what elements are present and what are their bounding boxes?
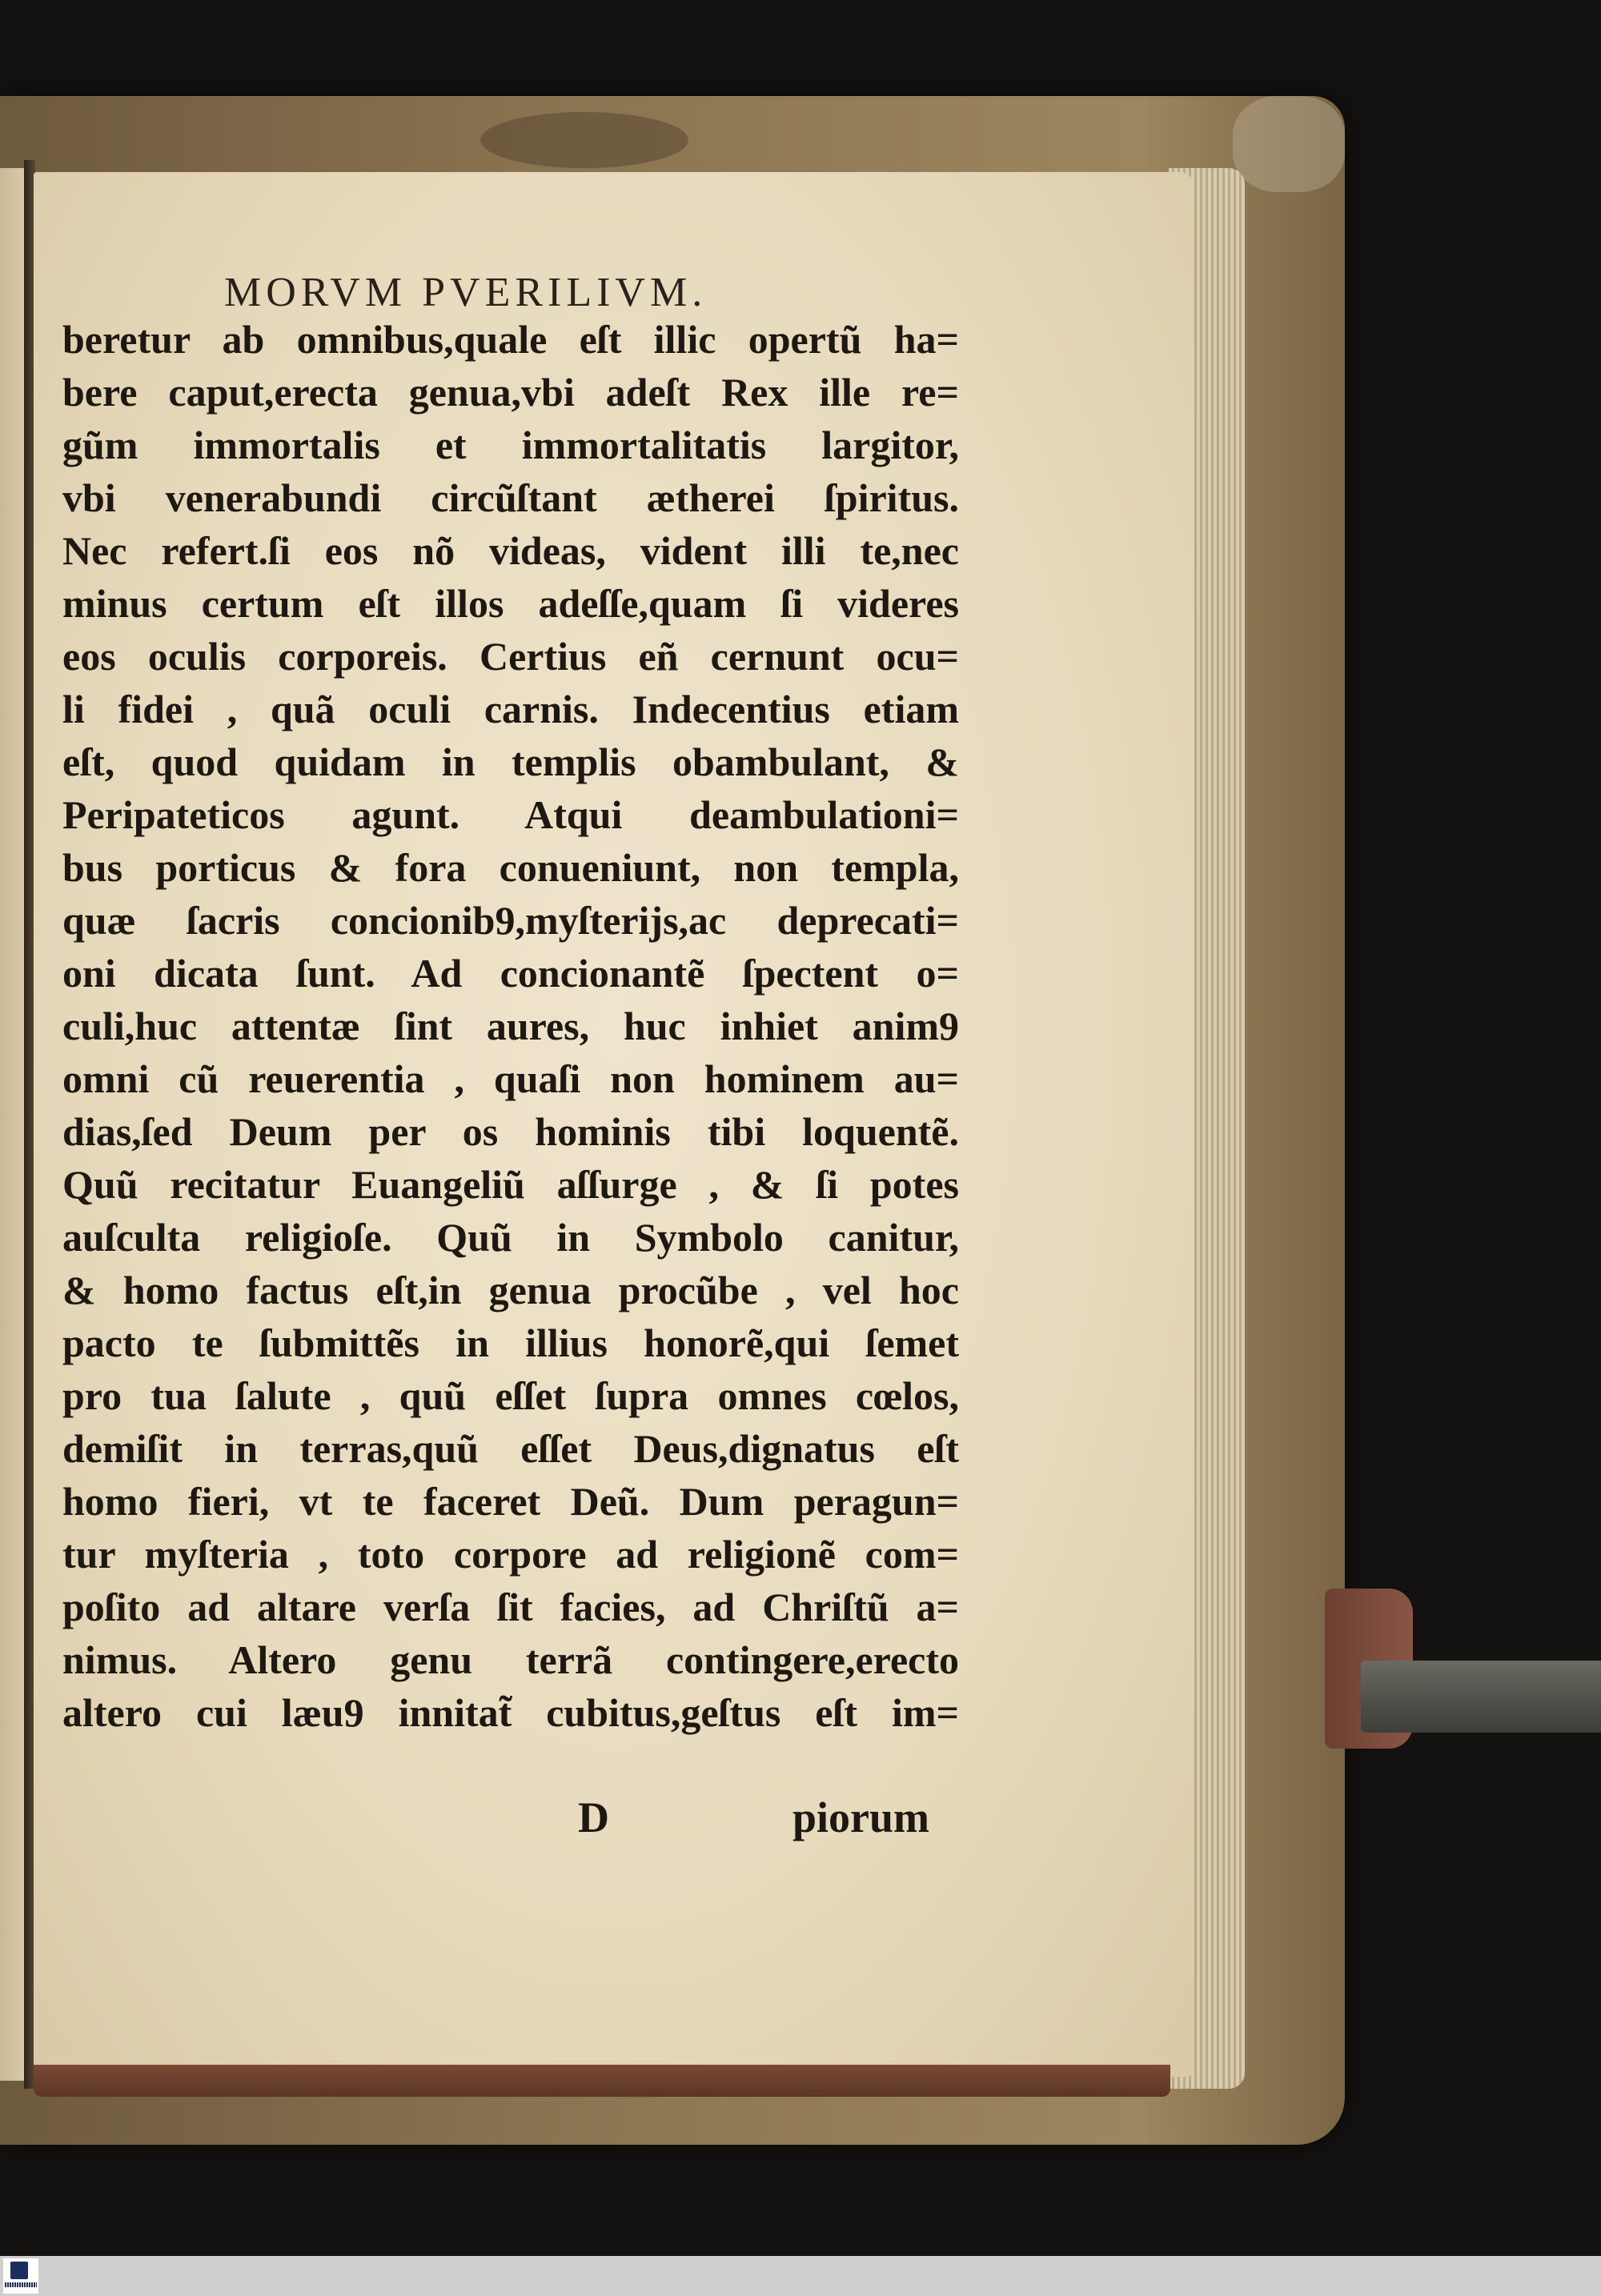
text-line: minus certum eſt illos adeſſe,quam ſi videres: [62, 581, 959, 626]
cover-stain: [480, 112, 688, 168]
text-line: auſculta religioſe. Quũ in Symbolo canitur,: [62, 1215, 959, 1260]
text-line: culi,huc attentæ ſint aures, huc inhiet anim9: [62, 1004, 959, 1048]
left-page-edge: [0, 168, 27, 2081]
text-line: nimus. Altero genu terrã contingere,erecto: [62, 1637, 959, 1682]
text-line: tur myſteria , toto corpore ad religionẽ com=: [62, 1532, 959, 1577]
text-line: bus porticus & fora conueniunt, non templa,: [62, 845, 959, 890]
text-line: gũm immortalis et immortalitatis largitor,: [62, 423, 959, 467]
signature-mark: D: [578, 1793, 609, 1841]
page-bottom-edge: [34, 2065, 1170, 2097]
library-emblem-icon: [10, 2262, 28, 2279]
text-line: bere caput,erecta genua,vbi adeſt Rex ille re=: [62, 370, 959, 415]
text-line: & homo factus eſt,in genua procũbe , vel hoc: [62, 1268, 959, 1312]
clasp-metal: [1361, 1661, 1601, 1733]
text-line: Quũ recitatur Euangeliũ aſſurge , & ſi potes: [62, 1162, 959, 1207]
text-line: oni dicata ſunt. Ad concionantẽ ſpectent o=: [62, 951, 959, 996]
running-head: MORVM PVERILIVM.: [224, 270, 708, 315]
text-line: homo fieri, vt te faceret Deũ. Dum peragun=: [62, 1479, 959, 1524]
text-line: dias,ſed Deum per os hominis tibi loquentẽ.: [62, 1109, 959, 1154]
text-line: li fidei , quã oculi carnis. Indecentius etiam: [62, 687, 959, 731]
text-line: pacto te ſubmittẽs in illius honorẽ,qui ſemet: [62, 1320, 959, 1365]
library-wordmark-icon: [5, 2282, 37, 2287]
viewer-footer-bar: [0, 2256, 1601, 2296]
text-line: eos oculis corporeis. Certius eñ cernunt ocu=: [62, 634, 959, 679]
text-line: beretur ab omnibus,quale eſt illic opertũ ha=: [62, 317, 959, 362]
text-line: Nec refert.ſi eos nõ videas, vident illi te,nec: [62, 528, 959, 573]
catchword: piorum: [792, 1793, 930, 1841]
text-line: poſito ad altare verſa ſit facies, ad Chriſtũ a=: [62, 1585, 959, 1629]
cover-wear: [1233, 96, 1345, 192]
text-line: vbi venerabundi circũſtant ætherei ſpiritus.: [62, 475, 959, 520]
text-line: omni cũ reuerentia , quaſi non hominem au=: [62, 1056, 959, 1101]
text-line: pro tua ſalute , quũ eſſet ſupra omnes cœlos,: [62, 1373, 959, 1418]
text-line: altero cui læu9 innitat̃ cubitus,geſtus eſt im=: [62, 1690, 959, 1735]
text-line: quæ ſacris concionib9,myſterijs,ac deprecati=: [62, 898, 959, 943]
text-line: demiſit in terras,quũ eſſet Deus,dignatus eſt: [62, 1426, 959, 1471]
text-line: Peripateticos agunt. Atqui deambulationi=: [62, 792, 959, 837]
text-line: eſt, quod quidam in templis obambulant, &: [62, 739, 959, 784]
